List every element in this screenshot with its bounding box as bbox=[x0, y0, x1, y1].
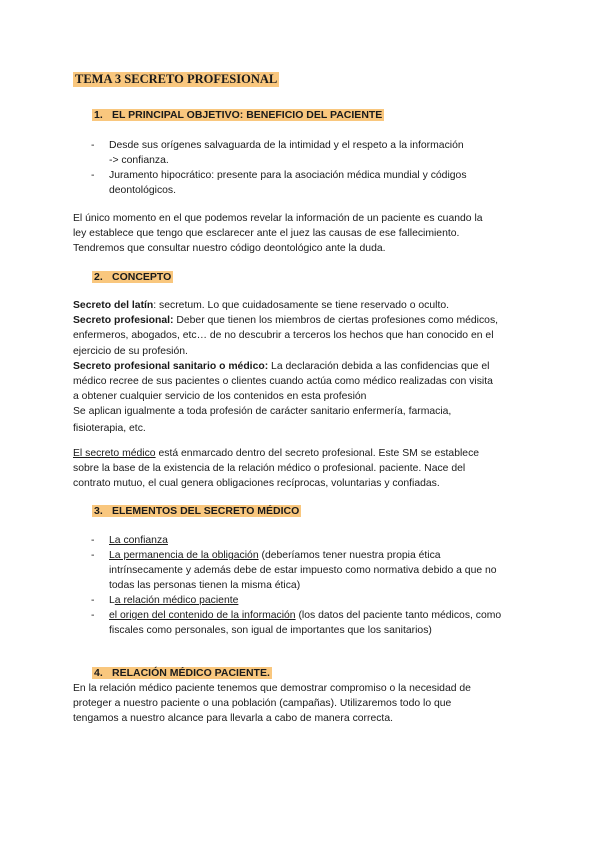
section-4-paragraph: En la relación médico paciente tenemos que demostrar compromiso o la necesidad de proteger a nuestro paciente o una población (campañas). Utilizaremos todo lo que tengamos a nuestro alcance para llevarla a cabo de manera correcta. bbox=[73, 683, 471, 725]
list-item: - el origen del contenido de la información (los datos del paciente tanto médicos, como fiscales como personales, son igual de importantes que los sanitarios) bbox=[91, 610, 502, 637]
list-item: - La confianza bbox=[91, 535, 168, 546]
list-item: - La relación médico paciente bbox=[91, 595, 239, 606]
document-title: TEMA 3 SECRETO PROFESIONAL bbox=[75, 72, 278, 86]
secreto-medico-paragraph: El secreto médico está enmarcado dentro del secreto profesional. Este SM se establece sobre la base de la existencia de la relación médico o profesional. paciente. Nace del contrato mutuo, el cual genera obligaciones recíprocas, voluntarias y confiadas. bbox=[73, 448, 480, 490]
list-item: - Desde sus orígenes salvaguarda de la intimidad y el respeto a la información -> confianza. bbox=[91, 140, 464, 167]
list-item: - Juramento hipocrático: presente para la asociación médica mundial y códigos deontológicos. bbox=[91, 170, 467, 197]
list-item: - La permanencia de la obligación (deberíamos tener nuestra propia ética intrínsecamente y además debe de estar impuesto como normativa debido a que no todas las personas tienen la misma ética) bbox=[91, 550, 497, 592]
section-4-heading: 4. RELACIÓN MÉDICO PACIENTE. bbox=[94, 667, 270, 679]
definitions-block: Secreto del latín: secretum. Lo que cuidadosamente se tiene reservado o oculto. Secreto profesional: Deber que tienen los miembros de ciertas profesiones como médicos, enfermeros, abogados, etc… de no descubrir a terceros los hechos que han conocido en el ejercicio de su profesión. Secreto profesional sanitario o médico: La declaración debida a las confidencias que el médico recree de sus pacientes o clientes cuando actúa como médico realizadas con visita a obtener cualquier servicio de los contenidos en esta profesión Se aplican igualmente a toda profesión de carácter sanitario enfermería, farmacia, fisioterapia, etc. bbox=[73, 300, 499, 434]
section-1-paragraph: El único momento en el que podemos revelar la información de un paciente es cuando la ley establece que tengo que esclarecer ante el juez las causas de ese fallecimiento. Tendremos que consultar nuestro código deontológico ante la duda. bbox=[73, 213, 483, 255]
section-3-heading: 3. ELEMENTOS DEL SECRETO MÉDICO bbox=[94, 505, 300, 517]
section-1-heading: 1. EL PRINCIPAL OBJETIVO: BENEFICIO DEL PACIENTE bbox=[94, 109, 383, 121]
section-2-heading: 2. CONCEPTO bbox=[94, 271, 172, 283]
